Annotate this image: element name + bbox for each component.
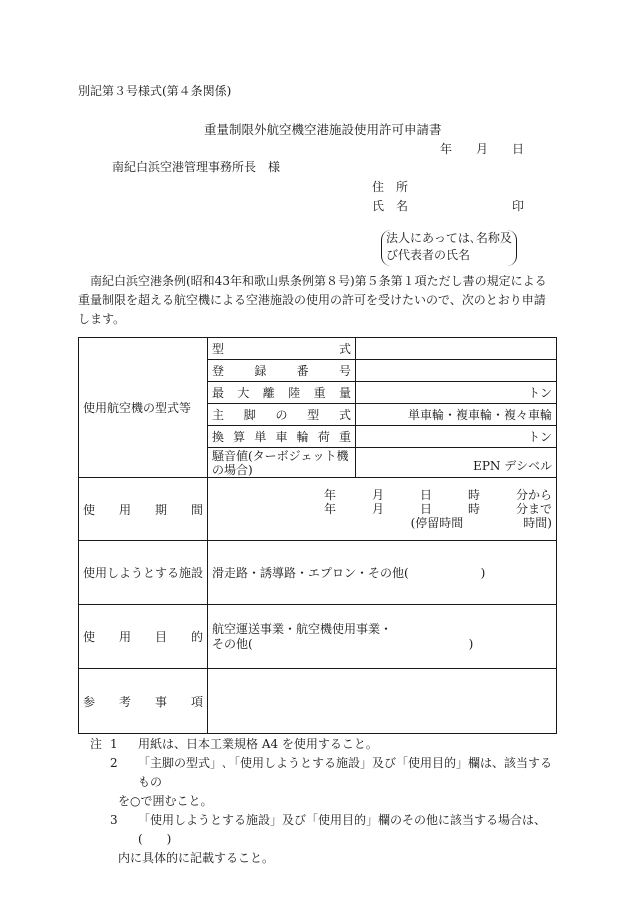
remarks-field[interactable] [208, 669, 557, 734]
aircraft-row-label: 登録番号 [208, 360, 356, 382]
aircraft-row-label: 換算単車輪荷重 [208, 426, 356, 448]
name-label: 氏 名 [372, 199, 409, 213]
noise-value-field[interactable]: EPN デシベル [356, 448, 557, 478]
period-field[interactable] [208, 478, 557, 541]
document-title: 重量制限外航空機空港施設使用許可申請書 [204, 122, 442, 137]
aircraft-row-label: 主脚の型式 [208, 404, 356, 426]
aircraft-type-field[interactable] [356, 338, 557, 360]
corporation-note-line2: び代表者の氏名 [386, 248, 471, 262]
application-table [78, 337, 557, 734]
noise-value-label: 騒音値(ターボジェット機 の場合) [208, 448, 356, 478]
aircraft-section-label: 使用航空機の型式等 [79, 338, 208, 478]
note-continuation: を○で囲むこと。 [118, 794, 213, 808]
max-takeoff-weight-field[interactable]: トン [356, 382, 557, 404]
remarks-label: 参考事項 [79, 669, 208, 734]
aircraft-row-label: 型式 [208, 338, 356, 360]
facility-label: 使用しようとする施設 [79, 541, 208, 605]
single-wheel-load-field[interactable]: トン [356, 426, 557, 448]
note-item: 3 「使用しようとする施設」及び「使用目的」欄のその他に該当する場合は、( ) [110, 813, 547, 846]
form-number: 別記第３号様式(第４条関係) [78, 84, 232, 98]
application-statement: 南紀白浜空港条例(昭和43年和歌山県条例第８号)第５条第１項ただし書の規定による重量制限を超える航空機による空港施設の使用の許可を受けたいので、次のとおり申請します。 [78, 274, 547, 326]
purpose-label: 使用目的 [79, 605, 208, 669]
note-item: 2 「主脚の型式」､「使用しようとする施設」及び「使用目的」欄は、該当するもの [110, 756, 553, 789]
aircraft-row-label: 最大離陸重量 [208, 382, 356, 404]
stay-duration: (停留時間 時間) [410, 516, 552, 530]
registration-number-field[interactable] [356, 360, 557, 382]
period-label: 使用期間 [79, 478, 208, 541]
note-continuation: 内に具体的に記載すること。 [118, 851, 275, 865]
main-gear-type-options[interactable]: 単車輪・複車輪・複々車輪 [356, 404, 557, 426]
corporation-note-bracket [381, 230, 517, 266]
address-label: 住 所 [372, 180, 409, 194]
notes-prefix: 注 [90, 737, 103, 751]
corporation-note-line1: 法人にあっては､名称及 [386, 231, 512, 245]
seal-mark: 印 [512, 199, 525, 213]
addressee: 南紀白浜空港管理事務所長 様 [112, 160, 281, 174]
period-to: 年 月 日 時 分まで [323, 502, 552, 516]
purpose-options[interactable]: 航空運送事業・航空機使用事業・ その他( ) [208, 605, 557, 669]
period-from: 年 月 日 時 分から [323, 488, 552, 502]
facility-options[interactable]: 滑走路・誘導路・エプロン・その他( ) [208, 541, 557, 605]
notes-section [90, 735, 560, 868]
note-item: 注 1 用紙は、日本工業規格 A4 を使用すること。 [90, 735, 560, 754]
date-fields: 年 月 日 [440, 142, 525, 156]
